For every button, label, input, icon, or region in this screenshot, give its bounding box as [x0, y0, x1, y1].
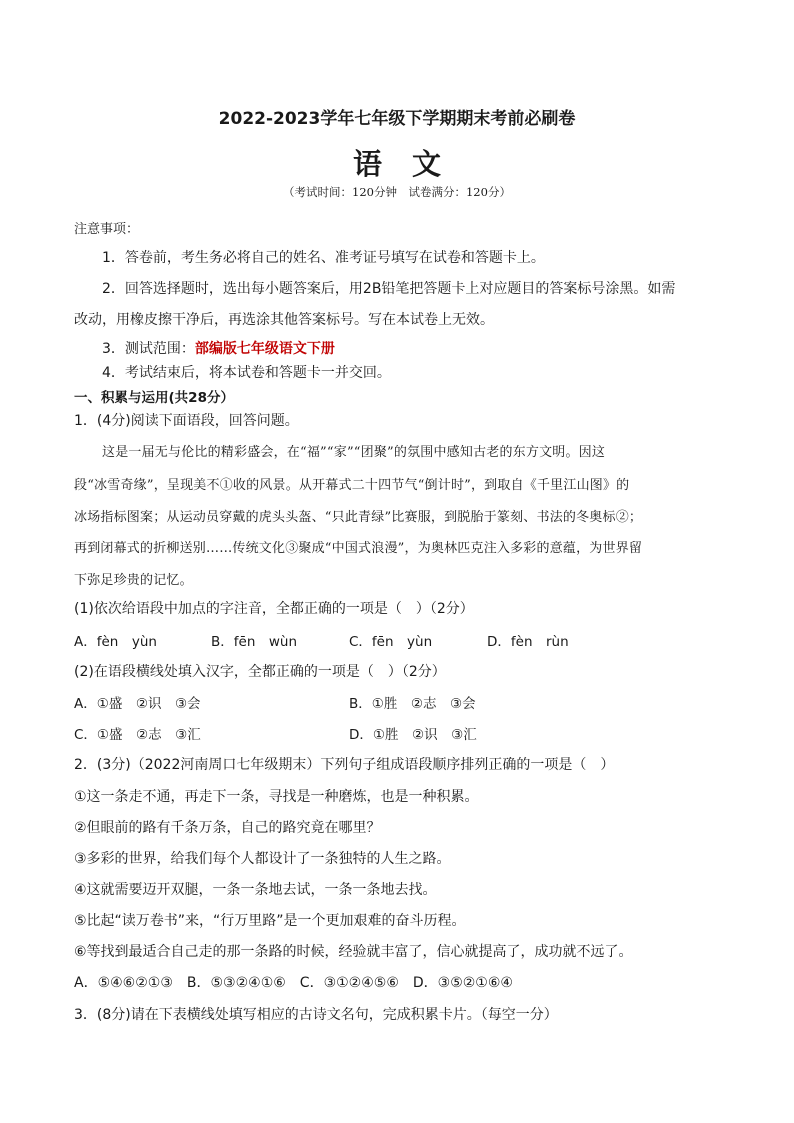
- q1-sub2-option-c[interactable]: C．①盛 ②志 ③汇: [74, 727, 201, 743]
- note-3: [102, 338, 335, 358]
- q2-options[interactable]: A．⑤④⑥②①③ B．⑤③②④①⑥ C．③①②④⑤⑥ D．③⑤②①⑥④: [74, 975, 513, 991]
- q1-sub1: (1)依次给语段中加点的字注音，全都正确的一项是（ ）（2分）: [74, 601, 474, 617]
- q2-sentence-1: ①这一条走不通，再走下一条，寻找是一种磨炼，也是一种积累。: [74, 789, 479, 805]
- note-4: 4．考试结束后，将本试卷和答题卡一并交回。: [102, 365, 391, 381]
- q1-passage-line-2: 段“冰雪奇缘”，呈现美不①收的风景。从开幕式二十四节气“倒计时”，到取自《千里江山图》的: [74, 478, 630, 493]
- q1-passage-line-4: 再到闭幕式的折柳送别……传统文化③聚成“中国式浪漫”，为奥林匹克注入多彩的意蕴，为世界留: [74, 541, 643, 556]
- q1-passage-line-5: 下弥足珍贵的记忆。: [74, 573, 193, 588]
- exam-title: 2022-2023学年七年级下学期期末考前必刷卷: [218, 109, 576, 129]
- note-3-scope: 部编版七年级语文下册: [194, 341, 335, 357]
- q1-sub1-option-b[interactable]: B．fēn wùn: [211, 634, 298, 650]
- q1-sub1-option-d[interactable]: D．fèn rùn: [487, 634, 569, 650]
- q1-sub1-option-c[interactable]: C．fēn yùn: [349, 634, 433, 650]
- exam-info: （考试时间：120分钟 试卷满分：120分）: [283, 185, 511, 199]
- q2-sentence-2: ②但眼前的路有千条万条，自己的路究竟在哪里？: [74, 820, 381, 836]
- q1-passage-line-3: 冰场指标图案；从运动员穿戴的虎头头盔、“只此青绿”比赛服，到脱胎于篆刻、书法的冬奥标②；: [74, 510, 643, 525]
- subject-title: 语文: [352, 147, 471, 181]
- notes-heading: 注意事项：: [74, 222, 140, 237]
- q2-sentence-6: ⑥等找到最适合自己走的那一条路的时候，经验就丰富了，信心就提高了，成功就不远了。: [74, 944, 633, 960]
- q2-sentence-4: ④这就需要迈开双腿，一条一条地去试，一条一条地去找。: [74, 882, 437, 898]
- q3-stem: 3．(8分)请在下表横线处填写相应的古诗文名句，完成积累卡片。（每空一分）: [74, 1007, 558, 1023]
- q2-stem: 2．(3分)（2022河南周口七年级期末）下列句子组成语段顺序排列正确的一项是（ ）: [74, 757, 615, 773]
- q1-sub2-option-a[interactable]: A．①盛 ②识 ③会: [74, 696, 201, 712]
- note-2-line-1: 2．回答选择题时，选出每小题答案后，用2B铅笔把答题卡上对应题目的答案标号涂黑。如需: [102, 281, 676, 297]
- note-1: 1．答卷前，考生务必将自己的姓名、准考证号填写在试卷和答题卡上。: [102, 250, 545, 266]
- q2-sentence-5: ⑤比起“读万卷书”来，“行万里路”是一个更加艰难的奋斗历程。: [74, 913, 466, 929]
- q1-sub1-option-a[interactable]: A．fèn yùn: [74, 634, 157, 650]
- note-2-line-2: 改动，用橡皮擦干净后，再选涂其他答案标号。写在本试卷上无效。: [74, 312, 494, 328]
- q1-sub2-option-b[interactable]: B．①胜 ②志 ③会: [349, 696, 476, 712]
- q1-stem: 1．(4分)阅读下面语段，回答问题。: [74, 413, 299, 429]
- q1-sub2-option-d[interactable]: D．①胜 ②识 ③汇: [349, 727, 477, 743]
- q1-passage-line-1: 这是一届无与伦比的精彩盛会，在“福”“家”“团聚”的氛围中感知古老的东方文明。因这: [102, 445, 606, 460]
- section-1-heading: 一、积累与运用(共28分）: [74, 390, 234, 406]
- note-3-prefix: 3．测试范围：: [102, 341, 195, 357]
- q2-sentence-3: ③多彩的世界，给我们每个人都设计了一条独特的人生之路。: [74, 851, 451, 867]
- q1-sub2: (2)在语段横线处填入汉字，全都正确的一项是（ ）（2分）: [74, 664, 446, 680]
